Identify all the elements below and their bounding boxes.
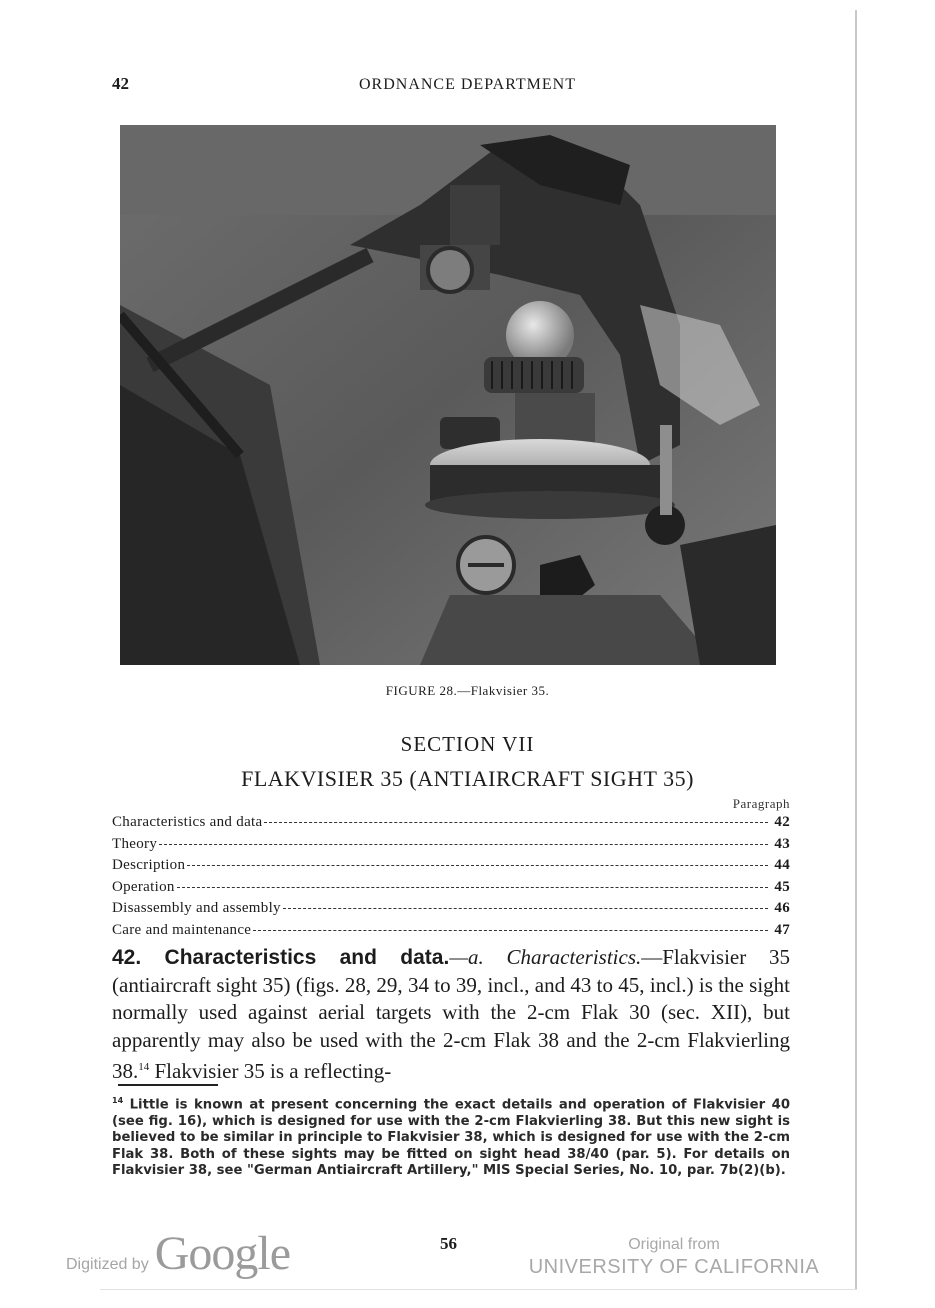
toc-row	[112, 814, 790, 836]
footnote	[112, 1093, 790, 1179]
dot-leader	[177, 886, 769, 888]
table-of-contents	[112, 814, 790, 944]
dot-leader	[253, 929, 768, 931]
dot-leader	[159, 843, 768, 845]
section-title: SECTION VII	[400, 732, 535, 756]
toc-paragraph: 42	[774, 814, 790, 830]
footnote-number: 14	[112, 1096, 124, 1105]
toc-paragraph: 44	[774, 857, 790, 874]
toc-label: Operation	[112, 878, 175, 895]
toc-label: Care and maintenance	[112, 921, 252, 938]
body-text-continued: Flakvisier 35 is a reflecting-	[149, 1059, 392, 1083]
toc-paragraph: 46	[774, 900, 790, 917]
figure-photo	[120, 125, 776, 665]
toc-paragraph: 47	[774, 921, 790, 938]
toc-row	[112, 836, 790, 858]
running-title: ORDNANCE DEPARTMENT	[358, 76, 576, 93]
origin-watermark	[516, 1236, 832, 1279]
page-number: 42	[112, 74, 129, 93]
digitized-watermark	[66, 1226, 290, 1281]
footnote-text: Little is known at present concerning the exact details and operation of Flakvisier 40 (see fig. 16), which is designed for use with the 2-cm Flakvierling 38. But this new sight is believed to be similar in principle to Flakvisier 38, which is designed for use with the 2-cm Flak 38. Both of these sights may be fitted on sight head 38/40 (par. 5). For details on Flakvisier 38, see "German Antiaircraft Artillery," MIS Special Series, No. 10, par. 7b(2)(b).	[112, 1097, 790, 1179]
toc-label: Description	[112, 857, 186, 874]
toc-paragraph: 43	[774, 835, 790, 852]
footnote-marker: 14	[138, 1061, 150, 1073]
digitized-by-text: Digitized by	[66, 1256, 149, 1273]
university-text: UNIVERSITY OF CALIFORNIA	[528, 1256, 820, 1278]
sub-heading: —a. Characteristics.	[449, 945, 642, 969]
footnote-rule	[118, 1084, 218, 1086]
body-text: —Flakvisier 35 (antiaircraft sight 35) (figs. 28, 29, 34 to 39, incl., and 43 to 45, incl.) is the sight normally used against aerial targets with the 2-cm Flak 30 (sec. XII), but apparently may also be used with the 2-cm Flak 38 and the 2-cm Flakvierling 38.	[112, 945, 790, 1083]
toc-label: Theory	[112, 835, 158, 852]
toc-row	[112, 922, 790, 944]
dot-leader	[283, 907, 769, 909]
dot-leader	[187, 864, 768, 866]
paragraph-heading: 42. Characteristics and data.	[112, 946, 450, 969]
figure-caption: FIGURE 28.—Flakvisier 35.	[385, 683, 550, 698]
page-edge	[855, 10, 857, 1290]
body-paragraph	[112, 944, 790, 1086]
toc-paragraph: 45	[774, 878, 790, 895]
toc-column-header: Paragraph	[732, 796, 790, 811]
dot-leader	[264, 821, 768, 823]
bottom-page-number: 56	[440, 1234, 457, 1253]
section-heading: FLAKVISIER 35 (ANTIAIRCRAFT SIGHT 35)	[241, 766, 694, 791]
original-from-text: Original from	[628, 1236, 720, 1253]
page-edge-bottom	[100, 1289, 857, 1290]
toc-label: Characteristics and data	[112, 814, 263, 830]
toc-label: Disassembly and assembly	[112, 900, 281, 917]
toc-row	[112, 879, 790, 901]
toc-row	[112, 857, 790, 879]
toc-row	[112, 900, 790, 922]
google-logo: Google	[154, 1227, 291, 1280]
